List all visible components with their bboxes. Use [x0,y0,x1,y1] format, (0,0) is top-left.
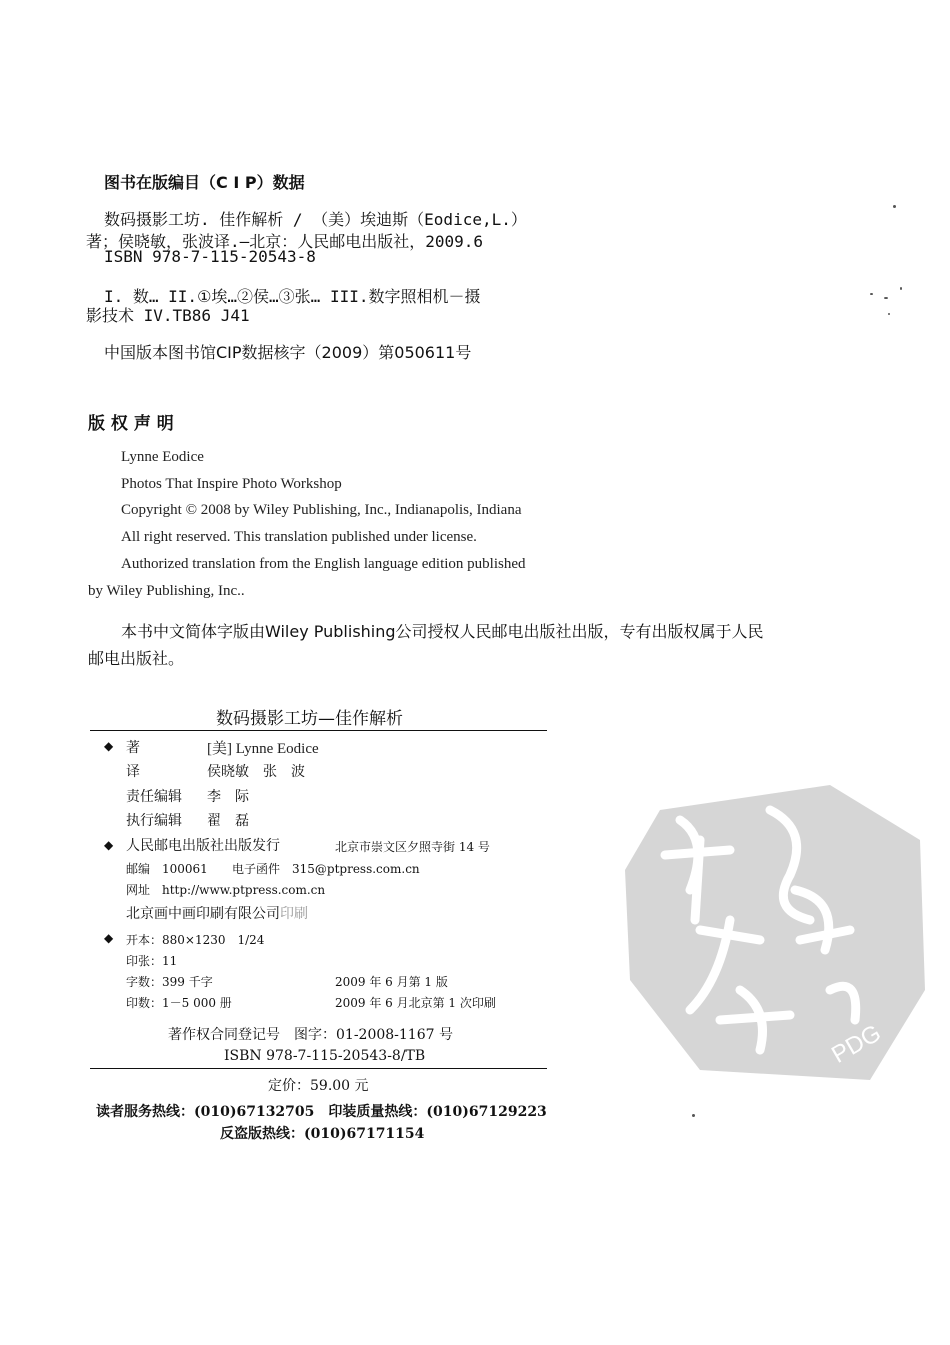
cip-authors-line: 著；侯晓敏，张波译.—北京：人民邮电出版社，2009.6 [86,232,484,251]
author-label: 著 [126,740,140,756]
copyright-cn-line: 本书中文简体字版由Wiley Publishing公司授权人民邮电出版社出版，专有出版权属于人民 [121,622,764,641]
copyright-heading: 版 权 声 明 [88,414,174,434]
book-title: 数码摄影工坊—佳作解析 [216,709,403,729]
contract-number: 著作权合同登记号 图字：01-2008-1167 号 [168,1027,453,1043]
cip-data-number: 中国版本图书馆CIP数据核字（2009）第050611号 [104,343,472,362]
email: 电子函件 315@ptpress.com.cn [232,862,420,876]
word-count: 字数：399 千字 [126,975,213,989]
bullet-diamond: ◆ [104,739,114,753]
hotline-service-quality: 读者服务热线：(010)67132705 印装质量热线：(010)67129223 [96,1104,547,1120]
cip-class-line-2: 影技术 IV.TB86 J41 [86,306,250,325]
copyright-original-title: Photos That Inspire Photo Workshop [121,476,342,492]
copyright-notice: Copyright © 2008 by Wiley Publishing, Inc., Indianapolis, Indiana [121,502,522,518]
bullet-diamond: ◆ [104,931,114,945]
author-name: [美] Lynne Eodice [207,741,319,757]
edition: 2009 年 6 月第 1 版 [335,975,448,989]
translator-label: 译 [126,764,140,780]
bullet-diamond: ◆ [104,838,114,852]
editor-name: 李 际 [207,789,249,805]
cip-heading: 图书在版编目（C I P）数据 [104,173,305,192]
format: 开本：880×1230 1/24 [126,933,265,947]
copyright-cn-line-2: 邮电出版社。 [88,649,185,668]
scan-speck [692,1114,695,1117]
copyright-author: Lynne Eodice [121,449,204,465]
scan-speck [888,313,890,315]
scan-speck [870,293,873,295]
isbn: ISBN 978-7-115-20543-8/TB [224,1048,426,1064]
copyright-publisher: by Wiley Publishing, Inc.. [88,583,245,599]
exec-editor-name: 翟 磊 [207,813,249,829]
print-count: 印数：1－5 000 册 [126,996,232,1010]
cip-title-line: 数码摄影工坊. 佳作解析 / （美）埃迪斯（Eodice,L.） [104,210,527,229]
exec-editor-label: 执行编辑 [126,813,182,829]
scan-speck [884,297,888,299]
translator-names: 侯晓敏 张 波 [207,764,305,780]
website: 网址 http://www.ptpress.com.cn [126,883,326,897]
copyright-rights: All right reserved. This translation published under license. [121,529,477,545]
divider-top [90,730,547,731]
watermark-text: PDG [827,1019,886,1069]
editor-label: 责任编辑 [126,789,182,805]
scan-speck [900,287,902,290]
printer [126,903,308,923]
print-date: 2009 年 6 月北京第 1 次印刷 [335,996,496,1010]
sheets: 印张：11 [126,954,178,968]
copyright-translation: Authorized translation from the English language edition published [121,556,526,572]
cip-class-line: I. 数… II.①埃…②侯…③张… III.数字照相机－摄 [104,287,481,306]
hotline-anti-piracy: 反盗版热线：(010)67171154 [220,1126,425,1142]
watermark-stamp [620,780,930,1090]
price: 定价：59.00 元 [268,1078,369,1094]
printer-name: 北京画中画印刷有限公司 [126,906,280,922]
divider-bottom [90,1068,547,1069]
postcode: 邮编 100061 [126,862,208,876]
scan-speck [893,205,896,208]
printer-suffix: 印刷 [280,906,308,922]
publisher-address: 北京市崇文区夕照寺街 14 号 [335,840,490,854]
cip-isbn-line: ISBN 978-7-115-20543-8 [104,247,316,266]
publisher: 人民邮电出版社出版发行 [126,838,280,854]
